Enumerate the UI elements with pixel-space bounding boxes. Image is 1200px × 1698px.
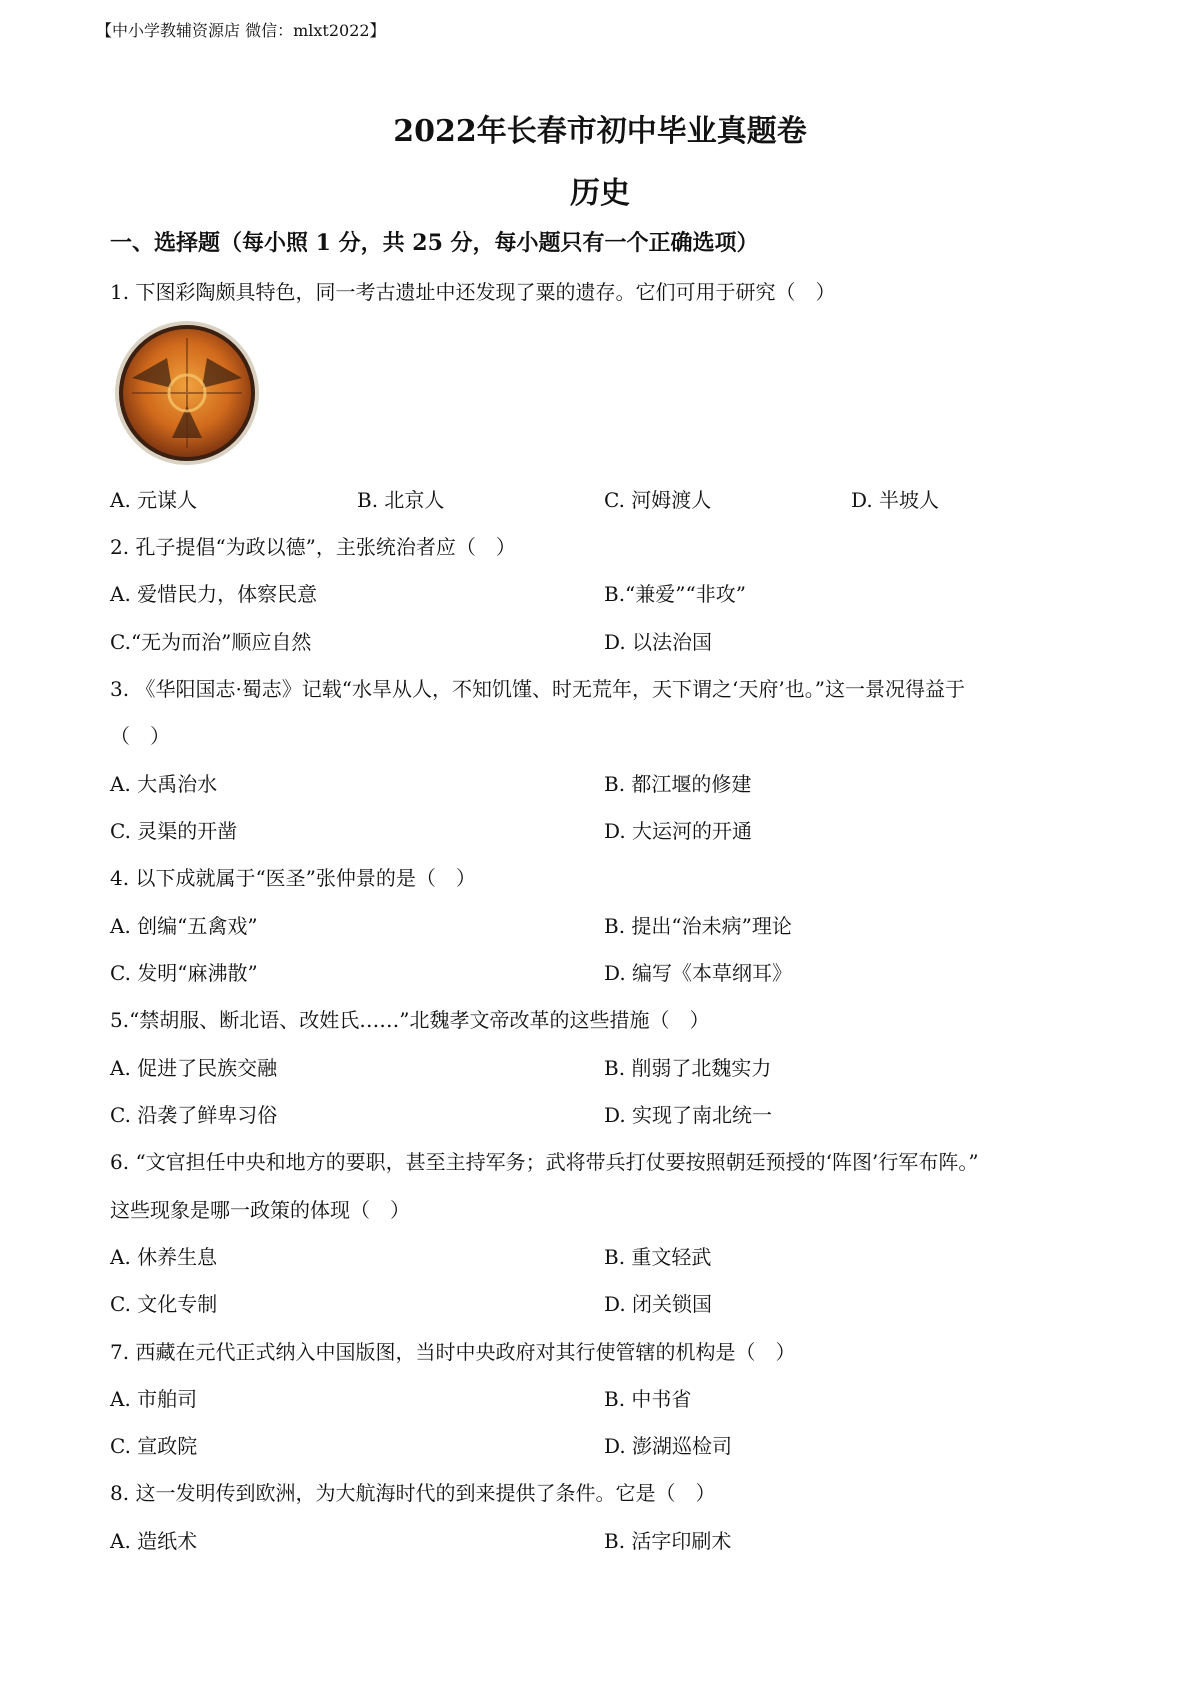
q5-option-a: A. 促进了民族交融 xyxy=(110,1056,278,1080)
q1-option-b: B. 北京人 xyxy=(357,488,445,512)
q7-option-d: D. 澎湖巡检司 xyxy=(604,1434,733,1458)
q7-option-b: B. 中书省 xyxy=(604,1387,692,1411)
q3-option-c: C. 灵渠的开凿 xyxy=(110,819,238,843)
q1-option-d: D. 半坡人 xyxy=(851,488,940,512)
q8-option-a: A. 造纸术 xyxy=(110,1529,198,1553)
q1-option-c: C. 河姆渡人 xyxy=(604,488,712,512)
q2-option-b: B.“兼爱”“非攻” xyxy=(604,582,746,606)
q6-option-d: D. 闭关锁国 xyxy=(604,1292,713,1316)
q3-option-b: B. 都江堰的修建 xyxy=(604,772,752,796)
question-3-stem: 3. 《华阳国志·蜀志》记载“水旱从人，不知饥馑、时无荒年，天下谓之‘天府’也。”这一景况得益于 xyxy=(110,677,965,701)
document-title: 2022年长春市初中毕业真题卷 xyxy=(393,114,807,149)
q5-option-b: B. 削弱了北魏实力 xyxy=(604,1056,772,1080)
q4-option-b: B. 提出“治未病”理论 xyxy=(604,914,792,938)
subject-title: 历史 xyxy=(570,176,630,211)
question-1-stem: 1. 下图彩陶颇具特色，同一考古遗址中还发现了粟的遗存。它们可用于研究（ ） xyxy=(110,280,836,304)
q6-option-b: B. 重文轻武 xyxy=(604,1245,712,1269)
question-6-stem: 6. “文官担任中央和地方的要职，甚至主持军务；武将带兵打仗要按照朝廷预授的‘阵图’行军布阵。” xyxy=(110,1150,979,1174)
q1-option-a: A. 元谋人 xyxy=(110,488,198,512)
q4-option-a: A. 创编“五禽戏” xyxy=(110,914,258,938)
q4-option-d: D. 编写《本草纲耳》 xyxy=(604,961,793,985)
q7-option-c: C. 宣政院 xyxy=(110,1434,198,1458)
q3-option-a: A. 大禹治水 xyxy=(110,772,218,796)
header-note: 【中小学教辅资源店 微信：mlxt2022】 xyxy=(96,21,386,40)
q2-option-c: C.“无为而治”顺应自然 xyxy=(110,630,312,654)
q6-option-a: A. 休养生息 xyxy=(110,1245,218,1269)
question-5-stem: 5.“禁胡服、断北语、改姓氏……”北魏孝文帝改革的这些措施（ ） xyxy=(110,1008,710,1032)
q7-option-a: A. 市舶司 xyxy=(110,1387,198,1411)
question-4-stem: 4. 以下成就属于“医圣”张仲景的是（ ） xyxy=(110,866,476,890)
question-6-stem-continued: 这些现象是哪一政策的体现（ ） xyxy=(110,1198,410,1222)
q5-option-c: C. 沿袭了鲜卑习俗 xyxy=(110,1103,278,1127)
q2-option-d: D. 以法治国 xyxy=(604,630,713,654)
q6-option-c: C. 文化专制 xyxy=(110,1292,218,1316)
question-7-stem: 7. 西藏在元代正式纳入中国版图，当时中央政府对其行使管辖的机构是（ ） xyxy=(110,1340,796,1364)
question-2-stem: 2. 孔子提倡“为政以德”，主张统治者应（ ） xyxy=(110,535,516,559)
question-3-stem-continued: （ ） xyxy=(110,724,170,748)
section-heading: 一、选择题（每小照 1 分，共 25 分，每小题只有一个正确选项） xyxy=(110,230,759,256)
question-8-stem: 8. 这一发明传到欧洲，为大航海时代的到来提供了条件。它是（ ） xyxy=(110,1481,716,1505)
q4-option-c: C. 发明“麻沸散” xyxy=(110,961,258,985)
q8-option-b: B. 活字印刷术 xyxy=(604,1529,732,1553)
q2-option-a: A. 爱惜民力，体察民意 xyxy=(110,582,318,606)
q3-option-d: D. 大运河的开通 xyxy=(604,819,753,843)
painted-pottery-bowl-image xyxy=(112,318,262,468)
q5-option-d: D. 实现了南北统一 xyxy=(604,1103,773,1127)
